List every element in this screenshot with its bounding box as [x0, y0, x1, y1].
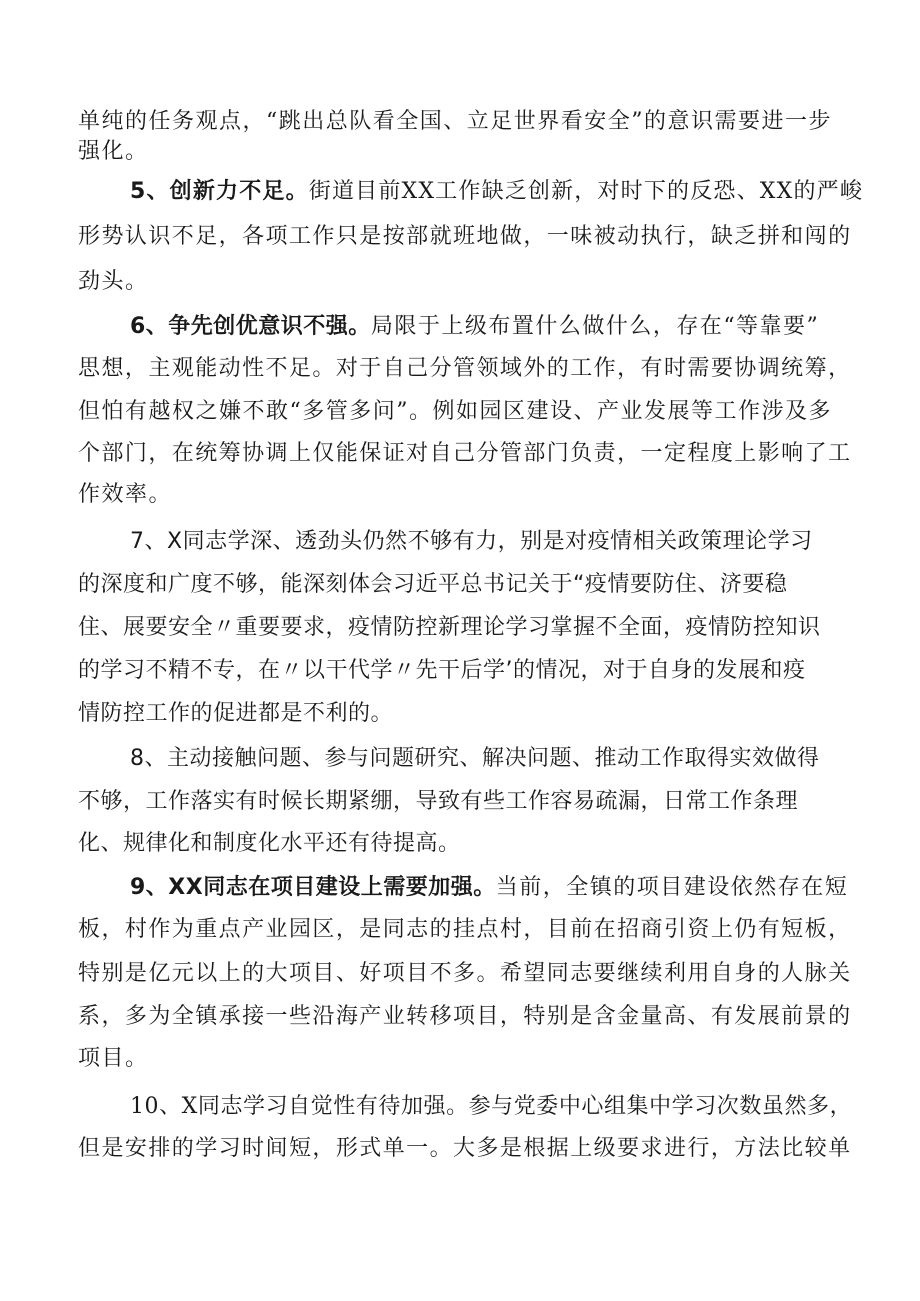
body-line: 情防控工作的促进都是不利的。	[78, 701, 394, 726]
body-line: 作效率。	[78, 482, 173, 507]
body-line: 系，多为全镇承接一些沿海产业转移项目，特别是含金量高、有发展前景的	[78, 1004, 852, 1029]
body-line: 思想，主观能动性不足。对于自己分管领域外的工作，有时需要协调统筹，	[78, 356, 852, 381]
body-line: 但是安排的学习时间短，形式单一。大多是根据上级要求进行，方法比较单	[78, 1136, 852, 1161]
body-line: 但怕有越权之嫌不敢“多管多问”。例如园区建设、产业发展等工作涉及多	[78, 399, 832, 424]
item-9-text: 当前，全镇的项目建设依然存在短	[495, 875, 849, 900]
item-6-heading: 6、争先创优意识不强。	[130, 314, 371, 339]
item-7-first-line: 7、X同志学深、透劲头仍然不够有力，别是对疫情相关政策理论学习	[130, 529, 813, 554]
item-5-first-line	[130, 178, 863, 206]
body-line: 强化。	[78, 139, 149, 164]
item-5-heading: 5、创新力不足。	[130, 179, 309, 204]
item-9-first-line	[130, 874, 848, 902]
body-line: 项目。	[78, 1046, 149, 1071]
body-line: 板，村作为重点产业园区，是同志的挂点村，目前在招商引资上仍有短板，	[78, 917, 852, 942]
body-line: 特别是亿元以上的大项目、好项目不多。希望同志要继续利用自身的人脉关	[78, 961, 852, 986]
item-6-first-line	[130, 313, 819, 341]
body-line: 劲头。	[78, 269, 149, 294]
item-9-heading: 9、XX同志在项目建设上需要加强。	[130, 875, 496, 900]
body-line: 单纯的任务观点，“跳出总队看全国、立足世界看安全”的意识需要进一步	[78, 109, 832, 134]
item-6-text: 局限于上级布置什么做什么，存在“等靠要”	[370, 314, 820, 339]
body-line: 住、展要安全〃重要要求，疫情防控新理论学习掌握不全面，疫情防控知识	[78, 615, 821, 640]
body-line: 的学习不精不专，在〃以干代学〃先干后学’的情况，对于自身的发展和疫	[78, 658, 806, 683]
body-line: 不够，工作落实有时候长期紧绷，导致有些工作容易疏漏，日常工作条理	[78, 789, 799, 814]
item-10-first-line: 10、X同志学习自觉性有待加强。参与党委中心组集中学习次数虽然多，	[130, 1094, 853, 1119]
body-line: 的深度和广度不够，能深刻体会习近平总书记关于“疫情要防住、济要稳	[78, 572, 788, 597]
item-8-first-line: 8、主动接触问题、参与问题研究、解决问题、推动工作取得实效做得	[130, 746, 820, 771]
body-line: 化、规律化和制度化水平还有待提高。	[78, 831, 461, 856]
body-line: 个部门，在统筹协调上仅能保证对自己分管部门负责，一定程度上影响了工	[78, 441, 852, 466]
item-5-text: 街道目前XX工作缺乏创新，对时下的反恐、XX的严峻	[308, 179, 864, 204]
body-line: 形势认识不足，各项工作只是按部就班地做，一味被动执行，缺乏拼和闯的	[78, 224, 852, 249]
